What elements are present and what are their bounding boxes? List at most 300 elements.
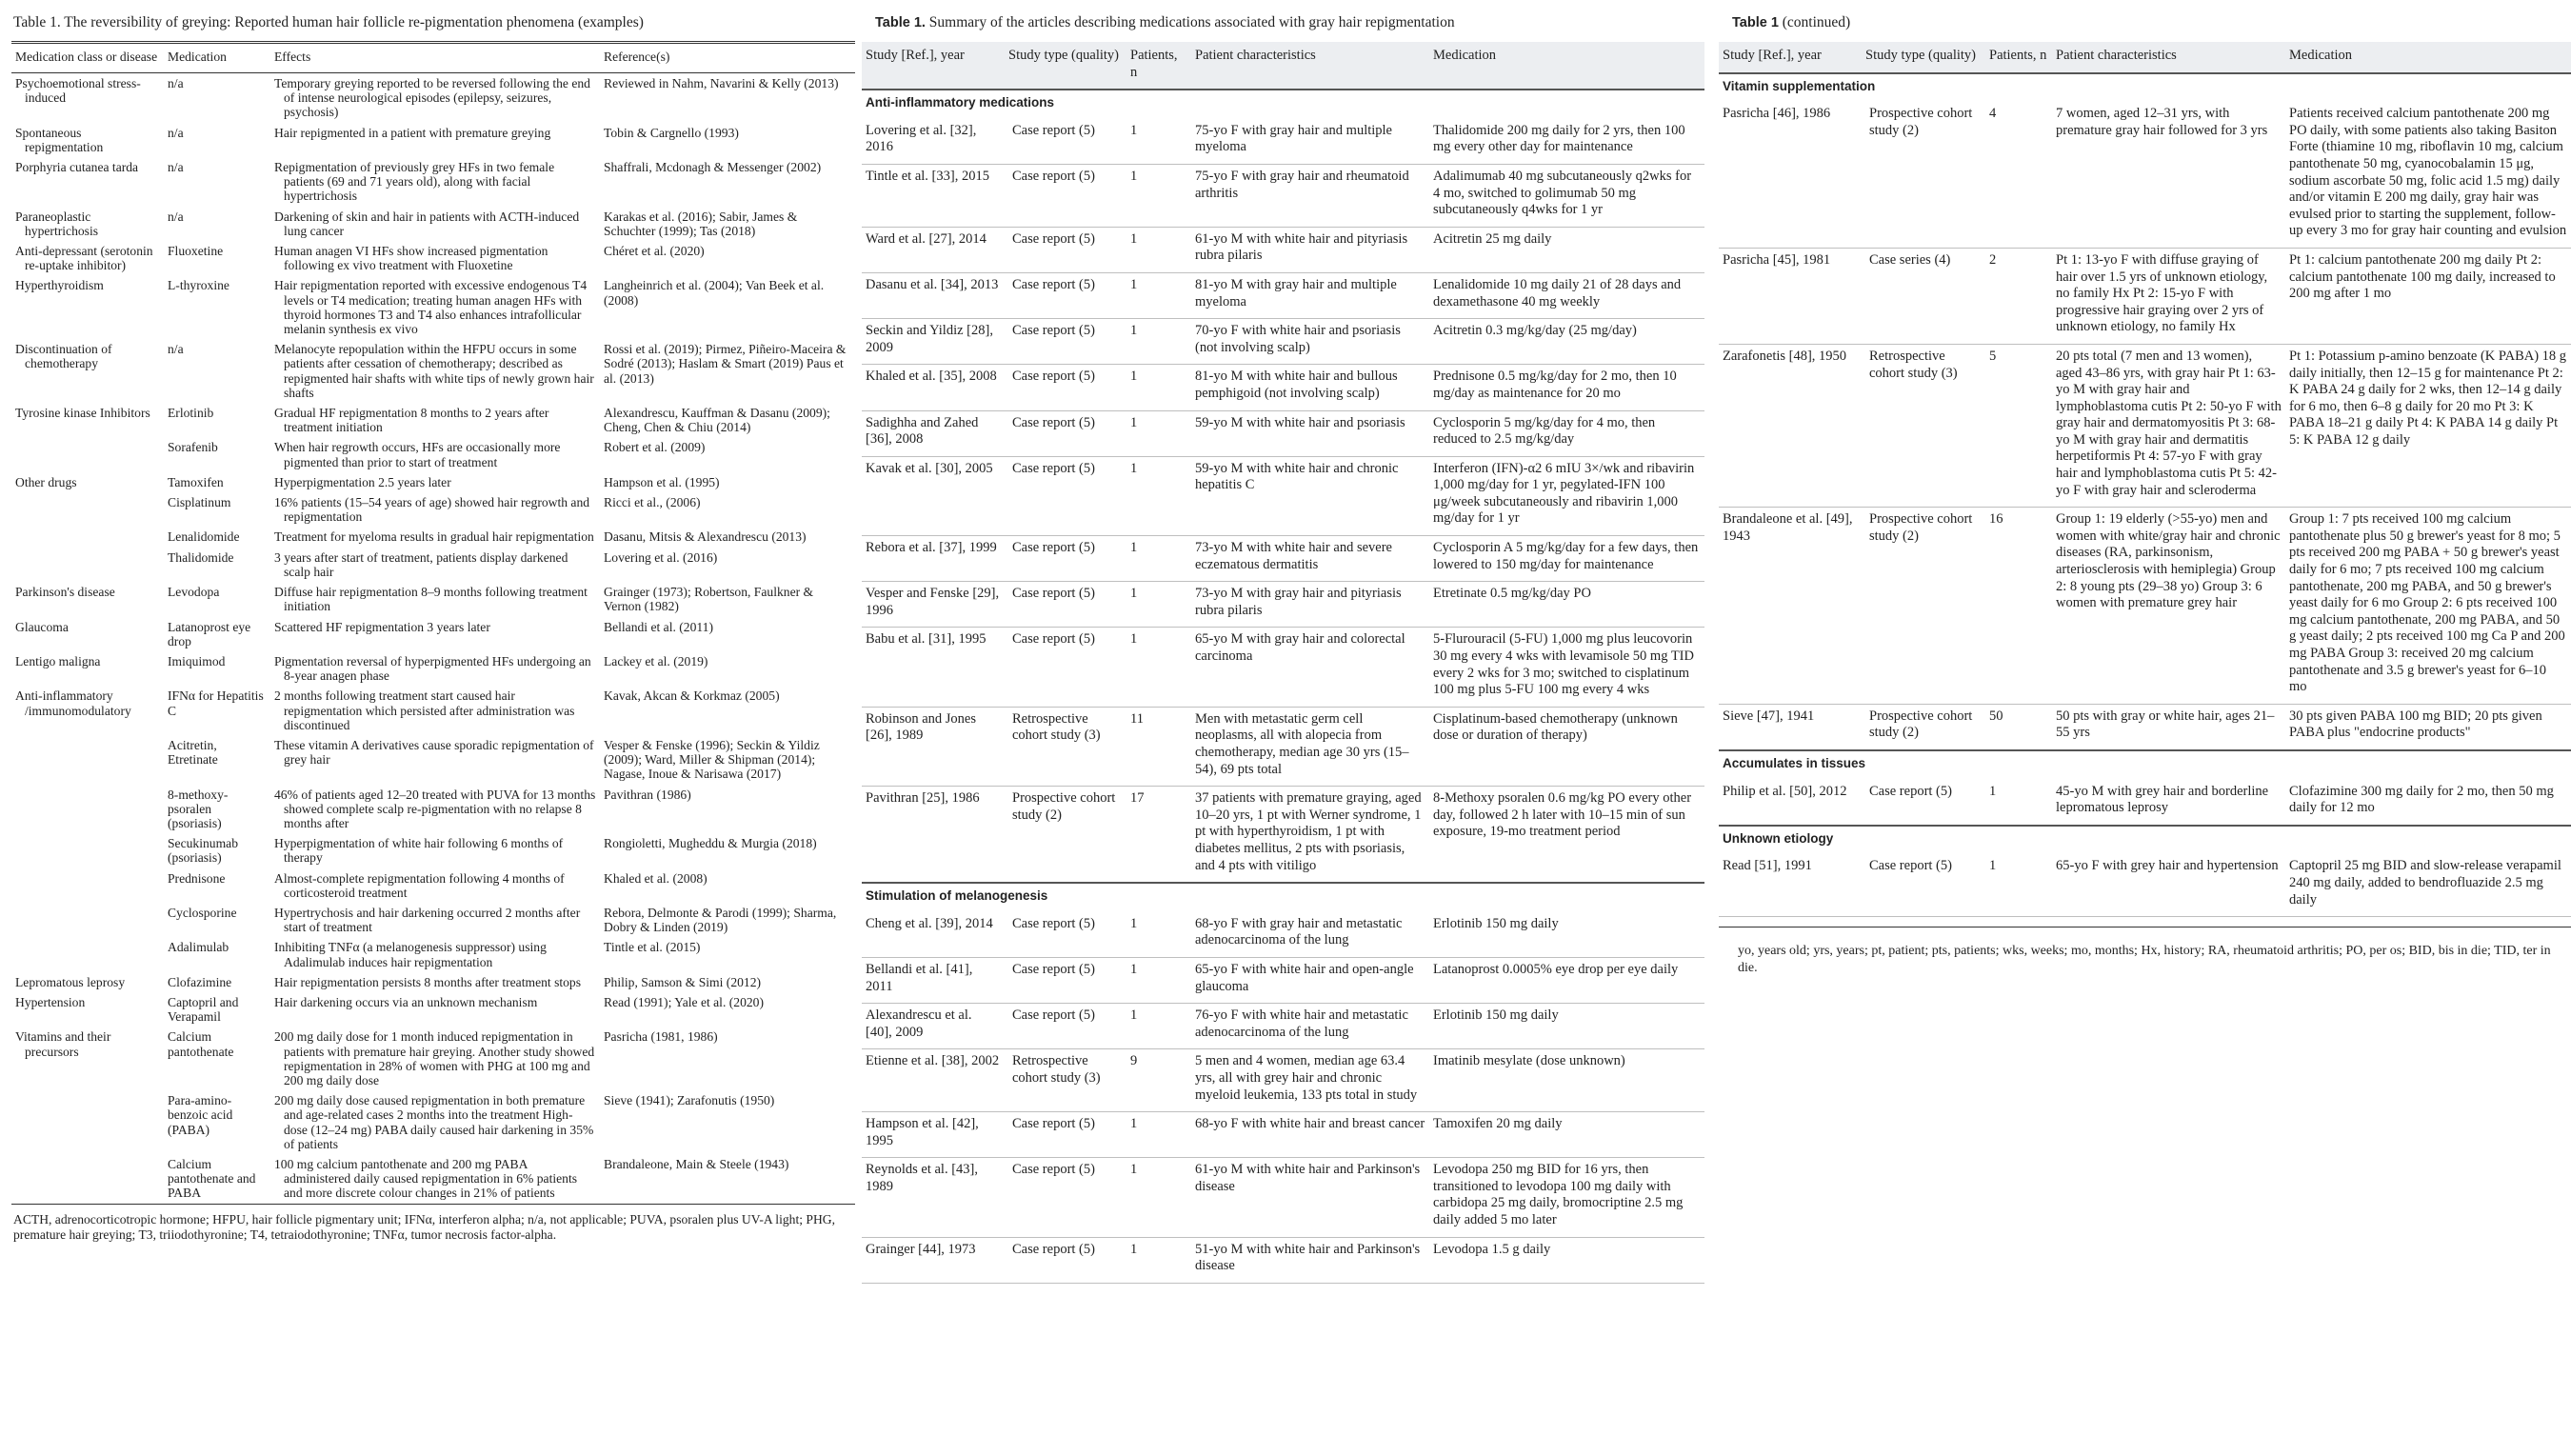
disease-cell: Parkinson's disease (15, 585, 115, 600)
disease-cell (11, 785, 164, 834)
patients-cell: 1 (1130, 230, 1138, 247)
characteristics-cell: 68-yo F with gray hair and metastatic adenocarcinoma of the lung (1195, 915, 1403, 948)
study-cell: Alexandrescu et al. [40], 2009 (866, 1007, 972, 1040)
medication-cell: n/a (168, 76, 184, 90)
summary-table-continued (1719, 42, 2571, 917)
effects-cell: 3 years after start of treatment, patients display darkened scalp hair (274, 549, 568, 579)
table-row (862, 957, 1704, 1003)
medication-cell: 5-Flurouracil (5-FU) 1,000 mg plus leucovorin 30 mg every 4 wks with levamisole 50 mg TID every 2 wks for 3 mo; switched to cisplatinum 100 mg plus 5-FU 100 mg every 4 wks (1433, 631, 1694, 698)
section-header-row (862, 90, 1704, 119)
medication-cell: Imiquimod (168, 653, 226, 668)
medication-cell: n/a (168, 125, 184, 140)
effects-cell: Darkening of skin and hair in patients with ACTH-induced lung cancer (274, 209, 580, 238)
effects-cell: Hyperpigmentation of white hair following 6 months of therapy (274, 836, 564, 866)
medication-cell: Erlotinib 150 mg daily (1433, 1007, 1559, 1024)
caption-text: (continued) (1778, 14, 1851, 30)
table-row (1719, 102, 2571, 248)
table-header-row (11, 43, 855, 73)
disease-cell: Lepromatous leprosy (15, 974, 126, 989)
disease-cell: Hypertension (15, 994, 86, 1009)
characteristics-cell: 20 pts total (7 men and 13 women), aged 43–86 yrs, with gray hair Pt 1: 63-yo M with gray hair and lymphoblastoma cutis Pt 2: 50-yo F with gray hair and dermatomyositis Pt 3: 68-yo M with gray hair and dermatitis herpetiformis Pt 4: 57-yo F with gray hair and lymphoblastoma cutis Pt 5: 42-yo F with gray hair and scleroderma (2056, 348, 2282, 498)
patients-cell: 1 (1130, 586, 1138, 602)
patients-cell: 1 (1130, 460, 1138, 476)
reference-cell: Kavak, Akcan & Korkmaz (2005) (604, 688, 780, 704)
characteristics-cell: 7 women, aged 12–31 yrs, with premature gray hair followed for 3 yrs (2056, 106, 2268, 138)
effects-cell: 200 mg daily dose caused repigmentation in both premature and age-related cases 2 months into the treatment High-dose (12–24 mg) PABA daily caused hair darkening in 35% of patients (274, 1093, 594, 1151)
section-header-row (862, 883, 1704, 912)
medication-cell: Erlotinib (168, 406, 214, 421)
medication-cell: Captopril 25 mg BID and slow-release verapamil 240 mg daily, added to bendrofluazide 2.5 mg daily (2289, 858, 2561, 908)
patients-cell: 1 (1130, 276, 1138, 292)
table-row (11, 937, 855, 971)
effects-cell: Pigmentation reversal of hyperpigmented HFs undergoing an 8-year anagen phase (274, 653, 591, 684)
disease-cell (11, 527, 164, 547)
table-row (11, 972, 855, 992)
characteristics-cell: 68-yo F with white hair and breast cancer (1195, 1116, 1425, 1132)
effects-cell: Treatment for myeloma results in gradual hair repigmentation (274, 529, 594, 545)
medication-cell: 8-methoxy-psoralen (psoriasis) (168, 787, 229, 830)
medication-cell: Clofazimine 300 mg daily for 2 mo, then 50 mg daily for 12 mo (2289, 783, 2554, 816)
reversibility-table (11, 41, 855, 1205)
table-row (1719, 248, 2571, 344)
patients-cell: 4 (1989, 106, 1997, 122)
characteristics-cell: 76-yo F with white hair and metastatic adenocarcinoma of the lung (1195, 1007, 1408, 1040)
study-cell: Zarafonetis [48], 1950 (1723, 348, 1847, 364)
study-cell: Babu et al. [31], 1995 (866, 631, 987, 648)
study-cell: Tintle et al. [33], 2015 (866, 168, 989, 184)
table-row (11, 833, 855, 868)
effects-cell: These vitamin A derivatives cause sporadic repigmentation of grey hair (274, 737, 594, 768)
characteristics-cell: 73-yo M with white hair and severe eczematous dermatitis (1195, 540, 1392, 572)
study-type-cell: Retrospective cohort study (3) (1012, 1053, 1101, 1086)
medication-cell: IFNα for Hepatitis C (168, 688, 264, 718)
medication-cell: Captopril and Verapamil (168, 994, 239, 1025)
medication-cell: Thalidomide 200 mg daily for 2 yrs, then 100 mg every other day for maintenance (1433, 122, 1685, 155)
study-type-cell: Case report (5) (1012, 276, 1095, 292)
col-header-references: Reference(s) (604, 50, 670, 64)
patients-cell: 50 (1989, 708, 2003, 724)
reference-cell: Robert et al. (2009) (604, 440, 706, 455)
medication-cell: Imatinib mesylate (dose unknown) (1433, 1053, 1625, 1069)
characteristics-cell: 59-yo M with white hair and psoriasis (1195, 414, 1405, 430)
study-type-cell: Case report (5) (1012, 586, 1095, 602)
medication-cell: Cisplatinum (168, 495, 231, 510)
study-cell: Ward et al. [27], 2014 (866, 230, 987, 247)
effects-cell: 2 months following treatment start caused hair repigmentation which persisted after administration was discontinued (274, 688, 575, 732)
patients-cell: 1 (1130, 168, 1138, 184)
medication-cell: Sorafenib (168, 440, 218, 455)
table-header-row (862, 42, 1704, 90)
reference-cell: Rongioletti, Mugheddu & Murgia (2018) (604, 836, 817, 851)
characteristics-cell: 61-yo M with white hair and Parkinson's disease (1195, 1162, 1421, 1194)
table-body (862, 90, 1704, 1283)
panel-summary-table-continued (1719, 0, 2571, 1456)
reference-cell: Bellandi et al. (2011) (604, 619, 714, 634)
reference-cell: Shaffrali, Mcdonagh & Messenger (2002) (604, 160, 822, 175)
medication-cell: Clofazimine (168, 974, 232, 989)
table-caption (1732, 13, 2571, 32)
col-header-study: Study [Ref.], year (862, 42, 1005, 90)
disease-cell: Anti-inflammatory /immunomodulatory (15, 688, 131, 718)
characteristics-cell: 73-yo M with gray hair and pityriasis rubra pilaris (1195, 586, 1402, 618)
reference-cell: Read (1991); Yale et al. (2020) (604, 994, 764, 1009)
medication-cell: n/a (168, 342, 184, 357)
col-header-characteristics: Patient characteristics (2052, 42, 2285, 73)
medication-cell: Pt 1: calcium pantothenate 200 mg daily Pt 2: calcium pantothenate 100 mg daily, increased to 200 mg after 1 mo (2289, 251, 2556, 302)
study-cell: Pasricha [45], 1981 (1723, 251, 1831, 268)
medication-cell: Etretinate 0.5 mg/kg/day PO (1433, 586, 1591, 602)
col-header-medication: Medication (168, 50, 227, 64)
table-row (862, 272, 1704, 318)
characteristics-cell: 5 men and 4 women, median age 63.4 yrs, all with grey hair and chronic myeloid leukemia, 133 pts total in study (1195, 1053, 1418, 1103)
disease-cell (11, 937, 164, 971)
caption-label: Table 1. (875, 15, 926, 30)
medication-cell: Cyclosporin 5 mg/kg/day for 4 mo, then reduced to 2.5 mg/kg/day (1433, 414, 1656, 448)
effects-cell: Inhibiting TNFα (a melanogenesis suppressor) using Adalimulab induces hair repigmentation (274, 940, 547, 969)
study-type-cell: Case report (5) (1012, 1162, 1095, 1178)
patients-cell: 5 (1989, 348, 1997, 364)
study-cell: Rebora et al. [37], 1999 (866, 540, 997, 556)
effects-cell: Hair darkening occurs via an unknown mechanism (274, 994, 538, 1009)
table-row (11, 686, 855, 735)
table-row (11, 785, 855, 834)
disease-cell: Other drugs (15, 474, 77, 489)
characteristics-cell: 65-yo M with gray hair and colorectal carcinoma (1195, 631, 1405, 665)
medication-cell: Group 1: 7 pts received 100 mg calcium pantothenate plus 50 g brewer's yeast for 8 mo; 5 pts received 200 mg PABA + 50 g brewer's yeast daily for 6 mo; 7 pts received 100 mg calcium pantothenate, 200 mg PABA, and 50 g brewer's yeast daily for 6 mo Group 2: 6 pts received 100 mg calcium pantothenate, 200 mg PABA, and 50 g yeast daily; 2 pts received 100 mg Ca P and 200 mg PABA Group 3: received 20 mg calcium pantothenate and 3.5 g brewer's yeast for 6–10 mo (2289, 511, 2565, 695)
medication-cell: Fluoxetine (168, 244, 224, 259)
medication-cell: n/a (168, 160, 184, 175)
reference-cell: Alexandrescu, Kauffman & Dasanu (2009); Cheng, Chen & Chiu (2014) (604, 406, 830, 435)
study-cell: Sieve [47], 1941 (1723, 708, 1815, 724)
medication-cell: Levodopa 1.5 g daily (1433, 1241, 1551, 1257)
study-cell: Vesper and Fenske [29], 1996 (866, 586, 1000, 618)
table-row (11, 527, 855, 547)
effects-cell: Hypertrychosis and hair darkening occurred 2 months after start of treatment (274, 905, 581, 935)
study-cell: Pasricha [46], 1986 (1723, 106, 1831, 122)
characteristics-cell: 51-yo M with white hair and Parkinson's disease (1195, 1241, 1421, 1274)
medication-cell: Patients received calcium pantothenate 200 mg PO daily, with some patients also taking Basiton Forte (thiamine 10 mg, riboflavin 10 mg, calcium pantothenate 50 mg, cyanocobalamin 15 μg, sodium ascorbate 50 mg, folic acid 1.5 mg) daily and/or vitamin E 200 mg daily, gray hair was evulsed prior to starting the supplement, follow-up every 3 mo for gray hair counting and evulsion (2289, 106, 2567, 239)
table-row (11, 617, 855, 651)
effects-cell: When hair regrowth occurs, HFs are occasionally more pigmented than prior to start of treatment (274, 440, 561, 469)
table-row (1719, 854, 2571, 916)
disease-cell (11, 1090, 164, 1154)
study-type-cell: Prospective cohort study (2) (1869, 106, 1973, 138)
medication-cell: Erlotinib 150 mg daily (1433, 915, 1559, 931)
medication-cell: 30 pts given PABA 100 mg BID; 20 pts given PABA plus "endocrine products" (2289, 708, 2542, 741)
table-row (11, 903, 855, 937)
medication-cell: Cisplatinum-based chemotherapy (unknown dose or duration of therapy) (1433, 710, 1678, 744)
study-type-cell: Case report (5) (1012, 1241, 1095, 1257)
characteristics-cell: Pt 1: 13-yo F with diffuse graying of hair over 1.5 yrs of unknown etiology, no family Hx Pt 2: 15-yo F with progressive hair graying over 2 yrs of unknown etiology, no family Hx (2056, 251, 2268, 335)
medication-cell: Tamoxifen (168, 474, 224, 489)
table-row (862, 1004, 1704, 1049)
study-cell: Read [51], 1991 (1723, 858, 1812, 874)
reference-cell: Tobin & Cargnello (1993) (604, 125, 739, 140)
characteristics-cell: 75-yo F with gray hair and multiple myeloma (1195, 122, 1392, 155)
effects-cell: 200 mg daily dose for 1 month induced repigmentation in patients with premature hair greying. Another study showed repigmentation in 28% of women with PHG at 100 mg and 200 mg daily dose (274, 1029, 595, 1087)
table-row (11, 548, 855, 582)
table-row (1719, 780, 2571, 826)
col-header-study-type: Study type (quality) (1005, 42, 1126, 90)
reference-cell: Chéret et al. (2020) (604, 244, 705, 259)
disease-cell: Glaucoma (15, 619, 69, 634)
study-type-cell: Case report (5) (1012, 460, 1095, 476)
study-type-cell: Case report (5) (1012, 230, 1095, 247)
reference-cell: Rossi et al. (2019); Pirmez, Piñeiro-Maceira & Sodré (2013); Haslam & Smart (2019) Paus et al. (2013) (604, 342, 847, 386)
study-cell: Pavithran [25], 1986 (866, 790, 980, 807)
effects-cell: Almost-complete repigmentation following 4 months of corticosteroid treatment (274, 870, 565, 900)
study-type-cell: Case report (5) (1012, 168, 1095, 184)
study-cell: Reynolds et al. [43], 1989 (866, 1162, 978, 1194)
study-cell: Etienne et al. [38], 2002 (866, 1053, 1000, 1069)
study-type-cell: Case report (5) (1012, 915, 1095, 931)
characteristics-cell: Group 1: 19 elderly (>55-yo) men and women with white/gray hair and chronic diseases (RA, parkinsonism, arteriosclerosis with hemiplegia) Group 2: 8 young pts (29–38 yo) Group 3: 6 women with premature grey hair (2056, 511, 2281, 611)
study-cell: Brandaleone et al. [49], 1943 (1723, 511, 1853, 544)
disease-cell (11, 868, 164, 903)
disease-cell: Hyperthyroidism (15, 278, 104, 293)
disease-cell: Vitamins and their precursors (15, 1029, 111, 1059)
disease-cell: Psychoemotional stress-induced (15, 76, 141, 106)
characteristics-cell: Men with metastatic germ cell neoplasms, all with alopecia from chemotherapy, median age 30 yrs (15–54), 69 pts total (1195, 710, 1409, 777)
table-row (11, 992, 855, 1027)
study-type-cell: Retrospective cohort study (3) (1869, 348, 1958, 381)
study-cell: Dasanu et al. [34], 2013 (866, 276, 999, 292)
study-type-cell: Case report (5) (1012, 369, 1095, 385)
medication-cell: Lenalidomide 10 mg daily 21 of 28 days and dexamethasone 40 mg weekly (1433, 276, 1682, 309)
table-row (11, 73, 855, 123)
table-footnote: yo, years old; yrs, years; pt, patient; pts, patients; wks, weeks; mo, months; Hx, history; RA, rheumatoid arthritis; PO, per os; BID, bis in die; TID, ter in die. (1719, 927, 2571, 977)
study-cell: Cheng et al. [39], 2014 (866, 915, 993, 931)
effects-cell: Hyperpigmentation 2.5 years later (274, 474, 451, 489)
caption-text: Summary of the articles describing medications associated with gray hair repigmentation (925, 14, 1455, 30)
medication-cell: Thalidomide (168, 549, 234, 565)
medication-cell: Latanoprost 0.0005% eye drop per eye daily (1433, 961, 1679, 977)
reference-cell: Brandaleone, Main & Steele (1943) (604, 1157, 789, 1171)
medication-cell: Adalimulab (168, 940, 229, 955)
study-cell: Hampson et al. [42], 1995 (866, 1116, 979, 1148)
disease-cell: Spontaneous repigmentation (15, 125, 104, 154)
disease-cell (11, 548, 164, 582)
effects-cell: Human anagen VI HFs show increased pigmentation following ex vivo treatment with Fluoxetine (274, 244, 548, 273)
patients-cell: 2 (1989, 251, 1997, 268)
characteristics-cell: 50 pts with gray or white hair, ages 21–55 yrs (2056, 708, 2275, 741)
medication-cell: Pt 1: Potassium p-amino benzoate (K PABA) 18 g daily initially, then 12–15 g for maintenance Pt 2: K PABA 24 g daily for 2 wks, then 12–14 g daily for 6 mo, then 6–8 g daily for 20 mo Pt 3: K PABA 18–21 g daily Pt 4: K PABA 14 g daily Pt 5: K PABA 12 g daily (2289, 348, 2567, 448)
table-row (11, 651, 855, 686)
patients-cell: 1 (1130, 323, 1138, 339)
table-footnote: ACTH, adrenocorticotropic hormone; HFPU, hair follicle pigmentary unit; IFNα, interferon alpha; n/a, not applicable; PUVA, psoralen plus UV-A light; PHG, premature hair greying; T3, triiodothyronine; T4, tetraiodothyronine; TNFα, tumor necrosis factor-alpha. (13, 1211, 836, 1242)
table-caption: Table 1. The reversibility of greying: Reported human hair follicle re-pigmentation phenomena (examples) (13, 14, 644, 30)
table-row (11, 157, 855, 207)
medication-cell: 8-Methoxy psoralen 0.6 mg/kg PO every other day, followed 2 h later with 10–15 min of sun exposure, 19-mo treatment period (1433, 790, 1692, 840)
study-type-cell: Prospective cohort study (2) (1869, 708, 1973, 741)
summary-table (862, 42, 1704, 1284)
characteristics-cell: 81-yo M with gray hair and multiple myeloma (1195, 276, 1397, 309)
patients-cell: 1 (1130, 414, 1138, 430)
disease-cell: Paraneoplastic hypertrichosis (15, 209, 99, 238)
patients-cell: 1 (1130, 631, 1138, 648)
patients-cell: 1 (1989, 783, 1997, 799)
patients-cell: 1 (1130, 961, 1138, 977)
section-header-row (1719, 73, 2571, 103)
study-type-cell: Case report (5) (1012, 1007, 1095, 1024)
study-type-cell: Case report (5) (1012, 414, 1095, 430)
reference-cell: Pasricha (1981, 1986) (604, 1029, 718, 1045)
effects-cell: Hair repigmentation reported with excessive endogenous T4 levels or T4 medication; treating human anagen HFs with thyroid hormones T3 and T4 also enhances intrafollicular melanin synthesis ex vivo (274, 278, 588, 337)
patients-cell: 9 (1130, 1053, 1138, 1069)
effects-cell: Hair repigmentation persists 8 months after treatment stops (274, 974, 582, 989)
medication-cell: Tamoxifen 20 mg daily (1433, 1116, 1563, 1132)
disease-cell (11, 492, 164, 527)
table-row (11, 492, 855, 527)
characteristics-cell: 75-yo F with gray hair and rheumatoid arthritis (1195, 168, 1409, 201)
table-row (862, 227, 1704, 272)
table-row (11, 1154, 855, 1204)
section-title: Accumulates in tissues (1723, 755, 1866, 770)
characteristics-cell: 70-yo F with white hair and psoriasis (not involving scalp) (1195, 323, 1401, 355)
patients-cell: 1 (1130, 1116, 1138, 1132)
caption-label: Table 1 (1732, 15, 1779, 30)
table-row (862, 912, 1704, 958)
panel-summary-table (862, 0, 1704, 1456)
study-type-cell: Case report (5) (1012, 323, 1095, 339)
table-row (11, 275, 855, 339)
section-title: Anti-inflammatory medications (866, 95, 1055, 110)
study-type-cell: Case report (5) (1012, 540, 1095, 556)
study-cell: Philip et al. [50], 2012 (1723, 783, 1847, 799)
reference-cell: Rebora, Delmonte & Parodi (1999); Sharma, Dobry & Linden (2019) (604, 905, 837, 935)
reference-cell: Karakas et al. (2016); Sabir, James & Schuchter (1999); Tas (2018) (604, 209, 798, 238)
medication-cell: Cyclosporin A 5 mg/kg/day for a few days, then lowered to 150 mg/day for maintenance (1433, 540, 1699, 572)
patients-cell: 1 (1130, 540, 1138, 556)
medication-cell: Latanoprost eye drop (168, 619, 251, 648)
study-type-cell: Prospective cohort study (2) (1012, 790, 1116, 823)
reference-cell: Hampson et al. (1995) (604, 474, 720, 489)
reference-cell: Ricci et al., (2006) (604, 495, 701, 510)
col-header-medication: Medication (2285, 42, 2571, 73)
patients-cell: 1 (1130, 1007, 1138, 1024)
table-row (11, 241, 855, 275)
disease-cell (11, 735, 164, 785)
characteristics-cell: 59-yo M with white hair and chronic hepatitis C (1195, 460, 1399, 493)
effects-cell: Temporary greying reported to be reversed following the end of intense neurological episodes (epilepsy, seizures, psychosis) (274, 76, 590, 120)
characteristics-cell: 65-yo F with grey hair and hypertension (2056, 858, 2279, 874)
table-row (11, 472, 855, 492)
study-cell: Robinson and Jones [26], 1989 (866, 710, 976, 744)
study-cell: Sadighha and Zahed [36], 2008 (866, 414, 979, 448)
patients-cell: 1 (1130, 1241, 1138, 1257)
col-header-effects: Effects (274, 50, 311, 64)
medication-cell: Interferon (IFN)-α2 6 mIU 3×/wk and ribavirin 1,000 mg/day for 1 yr, pegylated-IFN 100 μg/week subcutaneously and ribavirin 1,000 mg/day for 1 yr (1433, 460, 1695, 527)
table-row (862, 410, 1704, 456)
table-row (1719, 704, 2571, 750)
disease-cell: Discontinuation of chemotherapy (15, 342, 112, 371)
medication-cell: Prednisone (168, 870, 226, 886)
section-header-row (1719, 826, 2571, 855)
patients-cell: 1 (1989, 858, 1997, 874)
table-row (862, 319, 1704, 365)
study-type-cell: Retrospective cohort study (3) (1012, 710, 1101, 744)
effects-cell: Scattered HF repigmentation 3 years later (274, 619, 490, 634)
reference-cell: Tintle et al. (2015) (604, 940, 701, 955)
table-row (11, 123, 855, 157)
table-row (862, 787, 1704, 883)
table-row (862, 1049, 1704, 1112)
medication-cell: L-thyroxine (168, 278, 229, 293)
table-row (11, 1090, 855, 1154)
table-row (862, 119, 1704, 165)
table-row (11, 437, 855, 471)
reference-cell: Lovering et al. (2016) (604, 549, 718, 565)
col-header-patients: Patients, n (1985, 42, 2052, 73)
reference-cell: Langheinrich et al. (2004); Van Beek et al. (2008) (604, 278, 825, 308)
study-cell: Seckin and Yildiz [28], 2009 (866, 323, 993, 355)
characteristics-cell: 81-yo M with white hair and bullous pemphigoid (not involving scalp) (1195, 369, 1398, 401)
disease-cell: Lentigo maligna (15, 653, 101, 668)
table-row (862, 1158, 1704, 1237)
effects-cell: Gradual HF repigmentation 8 months to 2 years after treatment initiation (274, 406, 549, 435)
medication-cell: Acitretin, Etretinate (168, 737, 218, 768)
medication-cell: Levodopa 250 mg BID for 16 yrs, then transitioned to levodopa 100 mg daily with carbidopa 25 mg daily, bromocriptine 2.5 mg daily added 5 mo later (1433, 1162, 1684, 1228)
study-cell: Lovering et al. [32], 2016 (866, 122, 977, 155)
table-row (11, 1027, 855, 1090)
characteristics-cell: 37 patients with premature graying, aged 10–20 yrs, 1 pt with Werner syndrome, 1 pt with hyperthyroidism, 1 pt with diabetes mellitus, 2 pts with psoriasis, and 4 pts with vitiligo (1195, 790, 1422, 873)
table-row (11, 868, 855, 903)
disease-cell (11, 437, 164, 471)
characteristics-cell: 61-yo M with white hair and pityriasis rubra pilaris (1195, 230, 1408, 264)
table-row (862, 628, 1704, 707)
medication-cell: Acitretin 0.3 mg/kg/day (25 mg/day) (1433, 323, 1637, 339)
medication-cell: Para-amino-benzoic acid (PABA) (168, 1093, 233, 1137)
study-type-cell: Case report (5) (1012, 961, 1095, 977)
medication-cell: Acitretin 25 mg daily (1433, 230, 1552, 247)
table-row (11, 735, 855, 785)
col-header-characteristics: Patient characteristics (1191, 42, 1429, 90)
disease-cell: Porphyria cutanea tarda (15, 160, 139, 175)
study-type-cell: Case report (5) (1869, 858, 1952, 874)
reference-cell: Philip, Samson & Simi (2012) (604, 974, 762, 989)
medication-cell: Calcium pantothenate and PABA (168, 1157, 256, 1201)
effects-cell: 46% of patients aged 12–20 treated with PUVA for 13 months showed complete scalp re-pigmentation with no relapse 8 months after (274, 787, 596, 830)
col-header-study: Study [Ref.], year (1719, 42, 1862, 73)
study-type-cell: Case report (5) (1012, 631, 1095, 648)
medication-cell: Secukinumab (psoriasis) (168, 836, 238, 866)
section-title: Unknown etiology (1723, 830, 1834, 846)
effects-cell: Diffuse hair repigmentation 8–9 months following treatment initiation (274, 585, 588, 614)
study-cell: Bellandi et al. [41], 2011 (866, 961, 973, 994)
section-header-row (1719, 750, 2571, 780)
study-type-cell: Case report (5) (1869, 783, 1952, 799)
disease-cell: Tyrosine kinase Inhibitors (15, 406, 150, 421)
reference-cell: Grainger (1973); Robertson, Faulkner & Vernon (1982) (604, 585, 814, 614)
patients-cell: 16 (1989, 511, 2003, 528)
disease-cell (11, 833, 164, 868)
section-title: Vitamin supplementation (1723, 78, 1876, 93)
patients-cell: 1 (1130, 1162, 1138, 1178)
medication-cell: Adalimumab 40 mg subcutaneously q2wks for 4 mo, switched to golimumab 50 mg subcutaneously q4wks for 1 yr (1433, 168, 1692, 218)
reference-cell: Reviewed in Nahm, Navarini & Kelly (2013) (604, 76, 839, 90)
patients-cell: 11 (1130, 710, 1144, 727)
effects-cell: 100 mg calcium pantothenate and 200 mg PABA administered daily caused repigmentation in 6% patients and more discrete colour changes in 21% of patients (274, 1157, 578, 1201)
col-header-study-type: Study type (quality) (1862, 42, 1985, 73)
reference-cell: Vesper & Fenske (1996); Seckin & Yildiz (2009); Ward, Miller & Shipman (2014); Nagase, Inoue & Narisawa (2017) (604, 737, 820, 782)
effects-cell: Hair repigmented in a patient with premature greying (274, 125, 551, 140)
characteristics-cell: 65-yo F with white hair and open-angle glaucoma (1195, 961, 1414, 994)
table-row (862, 456, 1704, 535)
table-row (1719, 508, 2571, 705)
disease-cell (11, 903, 164, 937)
reference-cell: Khaled et al. (2008) (604, 870, 708, 886)
medication-cell: Levodopa (168, 585, 220, 600)
